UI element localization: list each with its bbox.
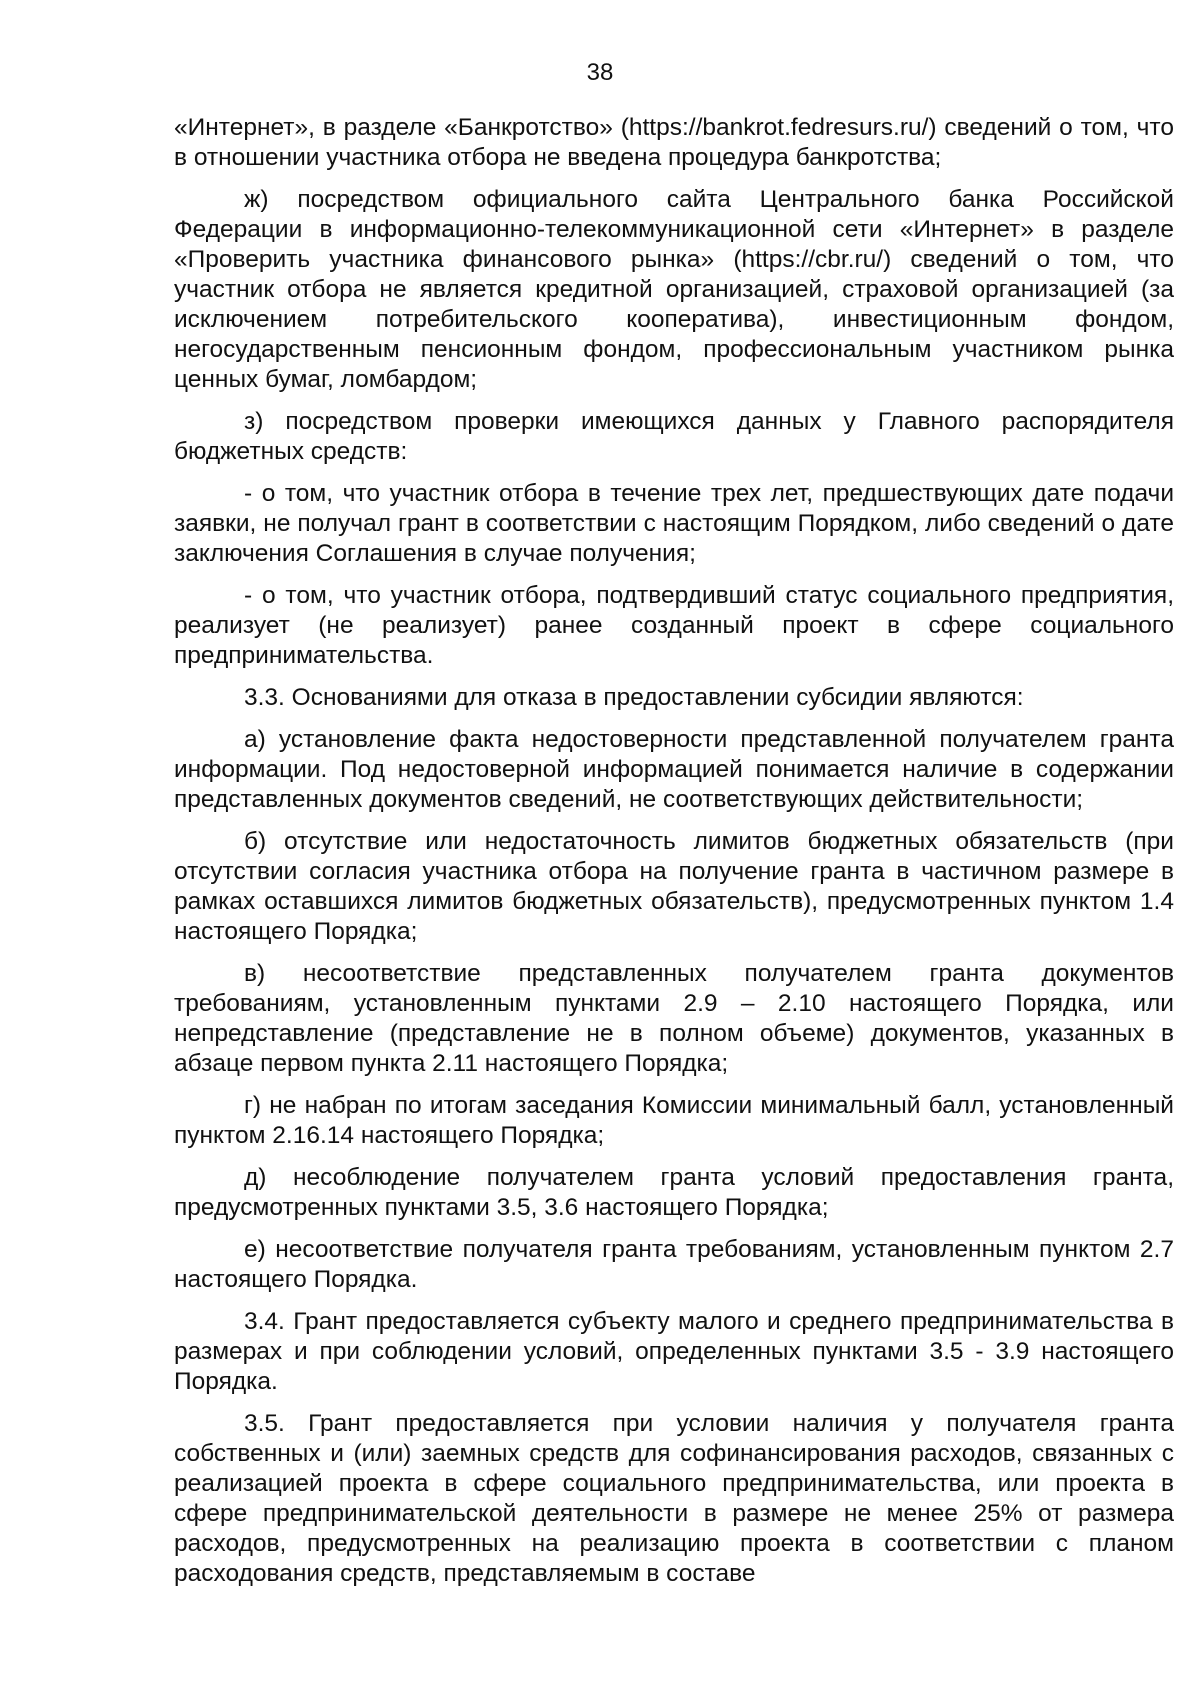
paragraph: - о том, что участник отбора, подтвердивший статус социального предприятия, реализует (не реализует) ранее созданный проект в сфере социального предпринимательства. <box>174 582 1174 669</box>
page-number: 38 <box>586 59 614 86</box>
paragraph: - о том, что участник отбора в течение трех лет, предшествующих дате подачи заявки, не получал грант в соответствии с настоящим Порядком, либо сведений о дате заключения Соглашения в случае получения; <box>174 480 1174 567</box>
paragraph: д) несоблюдение получателем гранта условий предоставления гранта, предусмотренных пунктами 3.5, 3.6 настоящего Порядка; <box>174 1164 1174 1221</box>
section-heading: 3.3. Основаниями для отказа в предоставлении субсидии являются: <box>244 684 1024 711</box>
paragraph: б) отсутствие или недостаточность лимитов бюджетных обязательств (при отсутствии согласия участника отбора на получение гранта в частичном размере в рамках оставшихся лимитов бюджетных обязательств), предусмотренных пунктом 1.4 настоящего Порядка; <box>174 828 1174 945</box>
paragraph: «Интернет», в разделе «Банкротство» (https://bankrot.fedresurs.ru/) сведений о том, что в отношении участника отбора не введена процедура банкротства; <box>174 114 1174 171</box>
paragraph: г) не набран по итогам заседания Комиссии минимальный балл, установленный пунктом 2.16.14 настоящего Порядка; <box>174 1092 1174 1149</box>
document-body <box>174 113 1174 1601</box>
paragraph: е) несоответствие получателя гранта требованиям, установленным пунктом 2.7 настоящего Порядка. <box>174 1236 1174 1293</box>
paragraph: з) посредством проверки имеющихся данных у Главного распорядителя бюджетных средств: <box>174 408 1174 465</box>
paragraph: 3.5. Грант предоставляется при условии наличия у получателя гранта собственных и (или) заемных средств для софинансирования расходов, связанных с реализацией проекта в сфере социального предпринимательства, или проекта в сфере предпринимательской деятельности в размере не менее 25% от размера расходов, предусмотренных на реализацию проекта в соответствии с планом расходования средств, представляемым в составе <box>174 1410 1174 1587</box>
paragraph: в) несоответствие представленных получателем гранта документов требованиям, установленным пунктами 2.9 – 2.10 настоящего Порядка, или непредставление (представление не в полном объеме) документов, указанных в абзаце первом пункта 2.11 настоящего Порядка; <box>174 960 1174 1077</box>
paragraph: ж) посредством официального сайта Центрального банка Российской Федерации в информационно-телекоммуникационной сети «Интернет» в разделе «Проверить участника финансового рынка» (https://cbr.ru/) сведений о том, что участник отбора не является кредитной организацией, страховой организацией (за исключением потребительского кооператива), инвестиционным фондом, негосударственным пенсионным фондом, профессиональным участником рынка ценных бумаг, ломбардом; <box>174 186 1174 393</box>
paragraph: а) установление факта недостоверности представленной получателем гранта информации. Под недостоверной информацией понимается наличие в содержании представленных документов сведений, не соответствующих действительности; <box>174 726 1174 813</box>
paragraph: 3.4. Грант предоставляется субъекту малого и среднего предпринимательства в размерах и при соблюдении условий, определенных пунктами 3.5 - 3.9 настоящего Порядка. <box>174 1308 1174 1395</box>
